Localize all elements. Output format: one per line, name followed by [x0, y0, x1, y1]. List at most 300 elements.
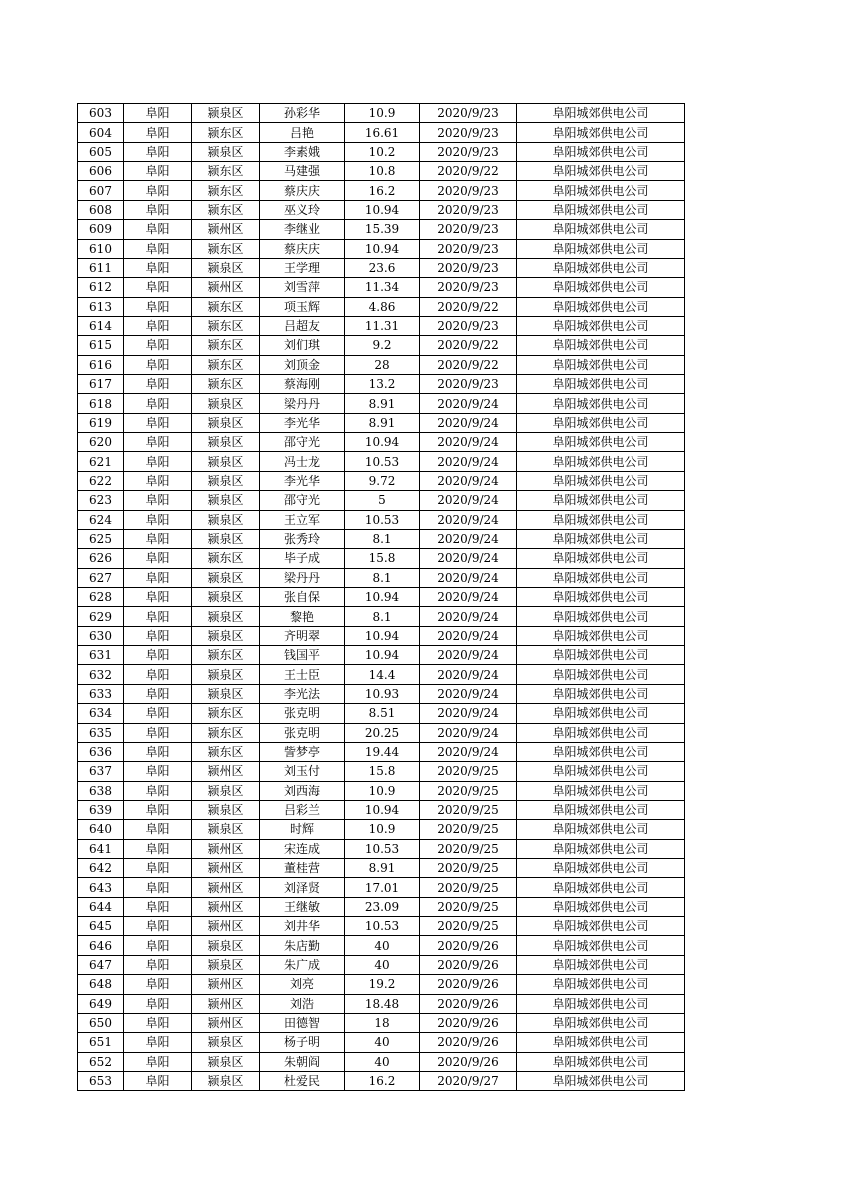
district-cell: 颍东区	[192, 704, 260, 723]
district-cell: 颍州区	[192, 994, 260, 1013]
district-cell: 颍泉区	[192, 665, 260, 684]
row-number: 633	[78, 684, 124, 703]
table-row	[78, 878, 685, 897]
row-number: 645	[78, 917, 124, 936]
district-cell: 颍泉区	[192, 452, 260, 471]
name-cell: 刘井华	[260, 917, 345, 936]
amount-cell: 23.6	[345, 258, 420, 277]
row-number: 648	[78, 975, 124, 994]
district-cell: 颍东区	[192, 181, 260, 200]
amount-cell: 10.2	[345, 142, 420, 161]
district-cell: 颍泉区	[192, 491, 260, 510]
district-cell: 颍州区	[192, 762, 260, 781]
date-cell: 2020/9/24	[420, 413, 517, 432]
name-cell: 朱朝阎	[260, 1052, 345, 1071]
table-row	[78, 1052, 685, 1071]
city-cell: 阜阳	[124, 859, 192, 878]
company-cell: 阜阳城郊供电公司	[517, 1013, 685, 1032]
date-cell: 2020/9/23	[420, 104, 517, 123]
company-cell: 阜阳城郊供电公司	[517, 529, 685, 548]
company-cell: 阜阳城郊供电公司	[517, 723, 685, 742]
name-cell: 马建强	[260, 162, 345, 181]
city-cell: 阜阳	[124, 375, 192, 394]
company-cell: 阜阳城郊供电公司	[517, 742, 685, 761]
table-row	[78, 975, 685, 994]
row-number: 622	[78, 471, 124, 490]
row-number: 631	[78, 646, 124, 665]
date-cell: 2020/9/22	[420, 355, 517, 374]
company-cell: 阜阳城郊供电公司	[517, 800, 685, 819]
table-row	[78, 316, 685, 335]
date-cell: 2020/9/23	[420, 239, 517, 258]
company-cell: 阜阳城郊供电公司	[517, 123, 685, 142]
city-cell: 阜阳	[124, 723, 192, 742]
date-cell: 2020/9/22	[420, 297, 517, 316]
table-row	[78, 104, 685, 123]
district-cell: 颍泉区	[192, 1071, 260, 1090]
company-cell: 阜阳城郊供电公司	[517, 142, 685, 161]
name-cell: 李光华	[260, 471, 345, 490]
table-row	[78, 665, 685, 684]
table-row	[78, 587, 685, 606]
city-cell: 阜阳	[124, 142, 192, 161]
amount-cell: 8.51	[345, 704, 420, 723]
company-cell: 阜阳城郊供电公司	[517, 258, 685, 277]
table-body	[78, 104, 685, 1091]
date-cell: 2020/9/23	[420, 375, 517, 394]
amount-cell: 40	[345, 1033, 420, 1052]
amount-cell: 9.2	[345, 336, 420, 355]
company-cell: 阜阳城郊供电公司	[517, 471, 685, 490]
name-cell: 王立军	[260, 510, 345, 529]
name-cell: 黎艳	[260, 607, 345, 626]
row-number: 603	[78, 104, 124, 123]
city-cell: 阜阳	[124, 955, 192, 974]
city-cell: 阜阳	[124, 607, 192, 626]
company-cell: 阜阳城郊供电公司	[517, 994, 685, 1013]
date-cell: 2020/9/25	[420, 917, 517, 936]
date-cell: 2020/9/26	[420, 936, 517, 955]
name-cell: 刘们琪	[260, 336, 345, 355]
date-cell: 2020/9/26	[420, 1033, 517, 1052]
company-cell: 阜阳城郊供电公司	[517, 200, 685, 219]
row-number: 611	[78, 258, 124, 277]
table-row	[78, 859, 685, 878]
city-cell: 阜阳	[124, 510, 192, 529]
city-cell: 阜阳	[124, 704, 192, 723]
table-row	[78, 433, 685, 452]
name-cell: 宋连成	[260, 839, 345, 858]
amount-cell: 10.8	[345, 162, 420, 181]
district-cell: 颍泉区	[192, 587, 260, 606]
amount-cell: 10.9	[345, 820, 420, 839]
company-cell: 阜阳城郊供电公司	[517, 297, 685, 316]
date-cell: 2020/9/25	[420, 781, 517, 800]
name-cell: 李光法	[260, 684, 345, 703]
name-cell: 蔡庆庆	[260, 239, 345, 258]
district-cell: 颍泉区	[192, 142, 260, 161]
date-cell: 2020/9/23	[420, 258, 517, 277]
name-cell: 董桂营	[260, 859, 345, 878]
name-cell: 张克明	[260, 704, 345, 723]
company-cell: 阜阳城郊供电公司	[517, 704, 685, 723]
row-number: 639	[78, 800, 124, 819]
amount-cell: 11.34	[345, 278, 420, 297]
amount-cell: 10.94	[345, 239, 420, 258]
table-row	[78, 123, 685, 142]
company-cell: 阜阳城郊供电公司	[517, 220, 685, 239]
name-cell: 邵守光	[260, 491, 345, 510]
name-cell: 钱国平	[260, 646, 345, 665]
row-number: 608	[78, 200, 124, 219]
amount-cell: 10.94	[345, 200, 420, 219]
table-row	[78, 1033, 685, 1052]
table-row	[78, 355, 685, 374]
city-cell: 阜阳	[124, 549, 192, 568]
table-row	[78, 936, 685, 955]
table-row	[78, 762, 685, 781]
amount-cell: 8.1	[345, 529, 420, 548]
amount-cell: 10.53	[345, 917, 420, 936]
district-cell: 颍东区	[192, 646, 260, 665]
city-cell: 阜阳	[124, 200, 192, 219]
name-cell: 杜爱民	[260, 1071, 345, 1090]
district-cell: 颍泉区	[192, 936, 260, 955]
date-cell: 2020/9/24	[420, 684, 517, 703]
amount-cell: 10.93	[345, 684, 420, 703]
district-cell: 颍东区	[192, 297, 260, 316]
amount-cell: 10.94	[345, 626, 420, 645]
row-number: 624	[78, 510, 124, 529]
city-cell: 阜阳	[124, 181, 192, 200]
district-cell: 颍东区	[192, 723, 260, 742]
district-cell: 颍东区	[192, 316, 260, 335]
name-cell: 梁丹丹	[260, 568, 345, 587]
row-number: 635	[78, 723, 124, 742]
name-cell: 李继业	[260, 220, 345, 239]
name-cell: 蔡海刚	[260, 375, 345, 394]
name-cell: 时辉	[260, 820, 345, 839]
row-number: 612	[78, 278, 124, 297]
date-cell: 2020/9/24	[420, 510, 517, 529]
name-cell: 梁丹丹	[260, 394, 345, 413]
district-cell: 颍泉区	[192, 684, 260, 703]
date-cell: 2020/9/26	[420, 1052, 517, 1071]
name-cell: 冯士龙	[260, 452, 345, 471]
row-number: 646	[78, 936, 124, 955]
date-cell: 2020/9/25	[420, 762, 517, 781]
company-cell: 阜阳城郊供电公司	[517, 762, 685, 781]
date-cell: 2020/9/25	[420, 839, 517, 858]
name-cell: 朱店勤	[260, 936, 345, 955]
amount-cell: 16.2	[345, 181, 420, 200]
amount-cell: 18.48	[345, 994, 420, 1013]
name-cell: 朱广成	[260, 955, 345, 974]
amount-cell: 13.2	[345, 375, 420, 394]
district-cell: 颍泉区	[192, 1052, 260, 1071]
district-cell: 颍泉区	[192, 529, 260, 548]
table-row	[78, 529, 685, 548]
amount-cell: 17.01	[345, 878, 420, 897]
name-cell: 李素娥	[260, 142, 345, 161]
name-cell: 蔡庆庆	[260, 181, 345, 200]
district-cell: 颍东区	[192, 742, 260, 761]
name-cell: 刘顶金	[260, 355, 345, 374]
row-number: 621	[78, 452, 124, 471]
city-cell: 阜阳	[124, 897, 192, 916]
name-cell: 王继敏	[260, 897, 345, 916]
district-cell: 颍东区	[192, 375, 260, 394]
amount-cell: 10.94	[345, 587, 420, 606]
city-cell: 阜阳	[124, 936, 192, 955]
city-cell: 阜阳	[124, 820, 192, 839]
row-number: 653	[78, 1071, 124, 1090]
city-cell: 阜阳	[124, 1033, 192, 1052]
amount-cell: 4.86	[345, 297, 420, 316]
city-cell: 阜阳	[124, 239, 192, 258]
table-row	[78, 471, 685, 490]
date-cell: 2020/9/24	[420, 471, 517, 490]
date-cell: 2020/9/25	[420, 897, 517, 916]
company-cell: 阜阳城郊供电公司	[517, 626, 685, 645]
amount-cell: 10.9	[345, 781, 420, 800]
date-cell: 2020/9/26	[420, 1013, 517, 1032]
city-cell: 阜阳	[124, 665, 192, 684]
date-cell: 2020/9/24	[420, 626, 517, 645]
row-number: 629	[78, 607, 124, 626]
table-row	[78, 200, 685, 219]
company-cell: 阜阳城郊供电公司	[517, 162, 685, 181]
district-cell: 颍州区	[192, 897, 260, 916]
row-number: 616	[78, 355, 124, 374]
date-cell: 2020/9/22	[420, 162, 517, 181]
table-row	[78, 646, 685, 665]
company-cell: 阜阳城郊供电公司	[517, 104, 685, 123]
company-cell: 阜阳城郊供电公司	[517, 820, 685, 839]
name-cell: 张克明	[260, 723, 345, 742]
amount-cell: 40	[345, 955, 420, 974]
city-cell: 阜阳	[124, 258, 192, 277]
name-cell: 刘玉付	[260, 762, 345, 781]
city-cell: 阜阳	[124, 162, 192, 181]
amount-cell: 10.53	[345, 452, 420, 471]
company-cell: 阜阳城郊供电公司	[517, 684, 685, 703]
name-cell: 王学理	[260, 258, 345, 277]
amount-cell: 9.72	[345, 471, 420, 490]
row-number: 644	[78, 897, 124, 916]
row-number: 613	[78, 297, 124, 316]
company-cell: 阜阳城郊供电公司	[517, 665, 685, 684]
district-cell: 颍州区	[192, 1013, 260, 1032]
city-cell: 阜阳	[124, 762, 192, 781]
date-cell: 2020/9/23	[420, 220, 517, 239]
table-row	[78, 955, 685, 974]
amount-cell: 40	[345, 936, 420, 955]
date-cell: 2020/9/23	[420, 123, 517, 142]
date-cell: 2020/9/26	[420, 994, 517, 1013]
table-row	[78, 568, 685, 587]
district-cell: 颍州区	[192, 917, 260, 936]
district-cell: 颍州区	[192, 975, 260, 994]
row-number: 634	[78, 704, 124, 723]
row-number: 643	[78, 878, 124, 897]
row-number: 638	[78, 781, 124, 800]
company-cell: 阜阳城郊供电公司	[517, 917, 685, 936]
date-cell: 2020/9/23	[420, 278, 517, 297]
name-cell: 吕艳	[260, 123, 345, 142]
company-cell: 阜阳城郊供电公司	[517, 897, 685, 916]
name-cell: 吕超友	[260, 316, 345, 335]
amount-cell: 20.25	[345, 723, 420, 742]
amount-cell: 19.44	[345, 742, 420, 761]
table-row	[78, 258, 685, 277]
city-cell: 阜阳	[124, 1052, 192, 1071]
row-number: 637	[78, 762, 124, 781]
table-row	[78, 452, 685, 471]
name-cell: 刘雪萍	[260, 278, 345, 297]
district-cell: 颍州区	[192, 278, 260, 297]
table-row	[78, 394, 685, 413]
date-cell: 2020/9/24	[420, 665, 517, 684]
district-cell: 颍州区	[192, 839, 260, 858]
name-cell: 田德智	[260, 1013, 345, 1032]
city-cell: 阜阳	[124, 491, 192, 510]
table-row	[78, 897, 685, 916]
name-cell: 刘西海	[260, 781, 345, 800]
row-number: 651	[78, 1033, 124, 1052]
city-cell: 阜阳	[124, 568, 192, 587]
city-cell: 阜阳	[124, 646, 192, 665]
district-cell: 颍泉区	[192, 820, 260, 839]
company-cell: 阜阳城郊供电公司	[517, 181, 685, 200]
district-cell: 颍东区	[192, 162, 260, 181]
district-cell: 颍东区	[192, 200, 260, 219]
company-cell: 阜阳城郊供电公司	[517, 646, 685, 665]
date-cell: 2020/9/27	[420, 1071, 517, 1090]
row-number: 614	[78, 316, 124, 335]
date-cell: 2020/9/24	[420, 742, 517, 761]
company-cell: 阜阳城郊供电公司	[517, 394, 685, 413]
company-cell: 阜阳城郊供电公司	[517, 587, 685, 606]
city-cell: 阜阳	[124, 1071, 192, 1090]
district-cell: 颍泉区	[192, 471, 260, 490]
table-row	[78, 162, 685, 181]
date-cell: 2020/9/26	[420, 955, 517, 974]
district-cell: 颍东区	[192, 336, 260, 355]
amount-cell: 15.39	[345, 220, 420, 239]
row-number: 618	[78, 394, 124, 413]
district-cell: 颍泉区	[192, 568, 260, 587]
row-number: 620	[78, 433, 124, 452]
table-row	[78, 491, 685, 510]
company-cell: 阜阳城郊供电公司	[517, 839, 685, 858]
name-cell: 齐明翠	[260, 626, 345, 645]
district-cell: 颍泉区	[192, 413, 260, 432]
city-cell: 阜阳	[124, 123, 192, 142]
date-cell: 2020/9/23	[420, 142, 517, 161]
date-cell: 2020/9/26	[420, 975, 517, 994]
company-cell: 阜阳城郊供电公司	[517, 452, 685, 471]
amount-cell: 15.8	[345, 762, 420, 781]
company-cell: 阜阳城郊供电公司	[517, 433, 685, 452]
table-row	[78, 626, 685, 645]
company-cell: 阜阳城郊供电公司	[517, 1052, 685, 1071]
company-cell: 阜阳城郊供电公司	[517, 859, 685, 878]
table-row	[78, 239, 685, 258]
city-cell: 阜阳	[124, 336, 192, 355]
district-cell: 颍州区	[192, 220, 260, 239]
row-number: 641	[78, 839, 124, 858]
date-cell: 2020/9/22	[420, 336, 517, 355]
district-cell: 颍东区	[192, 355, 260, 374]
table-row	[78, 549, 685, 568]
date-cell: 2020/9/25	[420, 820, 517, 839]
name-cell: 邵守光	[260, 433, 345, 452]
table-row	[78, 839, 685, 858]
city-cell: 阜阳	[124, 994, 192, 1013]
table-row	[78, 684, 685, 703]
company-cell: 阜阳城郊供电公司	[517, 510, 685, 529]
district-cell: 颍泉区	[192, 258, 260, 277]
date-cell: 2020/9/23	[420, 316, 517, 335]
name-cell: 孙彩华	[260, 104, 345, 123]
amount-cell: 10.53	[345, 510, 420, 529]
city-cell: 阜阳	[124, 220, 192, 239]
company-cell: 阜阳城郊供电公司	[517, 355, 685, 374]
district-cell: 颍泉区	[192, 955, 260, 974]
row-number: 647	[78, 955, 124, 974]
date-cell: 2020/9/24	[420, 568, 517, 587]
district-cell: 颍泉区	[192, 800, 260, 819]
row-number: 604	[78, 123, 124, 142]
district-cell: 颍东区	[192, 123, 260, 142]
district-cell: 颍泉区	[192, 607, 260, 626]
company-cell: 阜阳城郊供电公司	[517, 336, 685, 355]
district-cell: 颍州区	[192, 878, 260, 897]
company-cell: 阜阳城郊供电公司	[517, 878, 685, 897]
date-cell: 2020/9/25	[420, 859, 517, 878]
name-cell: 巫义玲	[260, 200, 345, 219]
city-cell: 阜阳	[124, 917, 192, 936]
company-cell: 阜阳城郊供电公司	[517, 278, 685, 297]
amount-cell: 5	[345, 491, 420, 510]
name-cell: 杨子明	[260, 1033, 345, 1052]
row-number: 607	[78, 181, 124, 200]
company-cell: 阜阳城郊供电公司	[517, 975, 685, 994]
district-cell: 颍泉区	[192, 394, 260, 413]
date-cell: 2020/9/25	[420, 878, 517, 897]
date-cell: 2020/9/25	[420, 800, 517, 819]
table-row	[78, 336, 685, 355]
company-cell: 阜阳城郊供电公司	[517, 1033, 685, 1052]
company-cell: 阜阳城郊供电公司	[517, 607, 685, 626]
table-row	[78, 220, 685, 239]
city-cell: 阜阳	[124, 742, 192, 761]
table-row	[78, 742, 685, 761]
city-cell: 阜阳	[124, 839, 192, 858]
row-number: 649	[78, 994, 124, 1013]
table-row	[78, 278, 685, 297]
amount-cell: 16.2	[345, 1071, 420, 1090]
table-row	[78, 413, 685, 432]
name-cell: 刘浩	[260, 994, 345, 1013]
row-number: 615	[78, 336, 124, 355]
records-table	[77, 103, 685, 1091]
date-cell: 2020/9/23	[420, 200, 517, 219]
table-row	[78, 820, 685, 839]
row-number: 632	[78, 665, 124, 684]
date-cell: 2020/9/24	[420, 491, 517, 510]
